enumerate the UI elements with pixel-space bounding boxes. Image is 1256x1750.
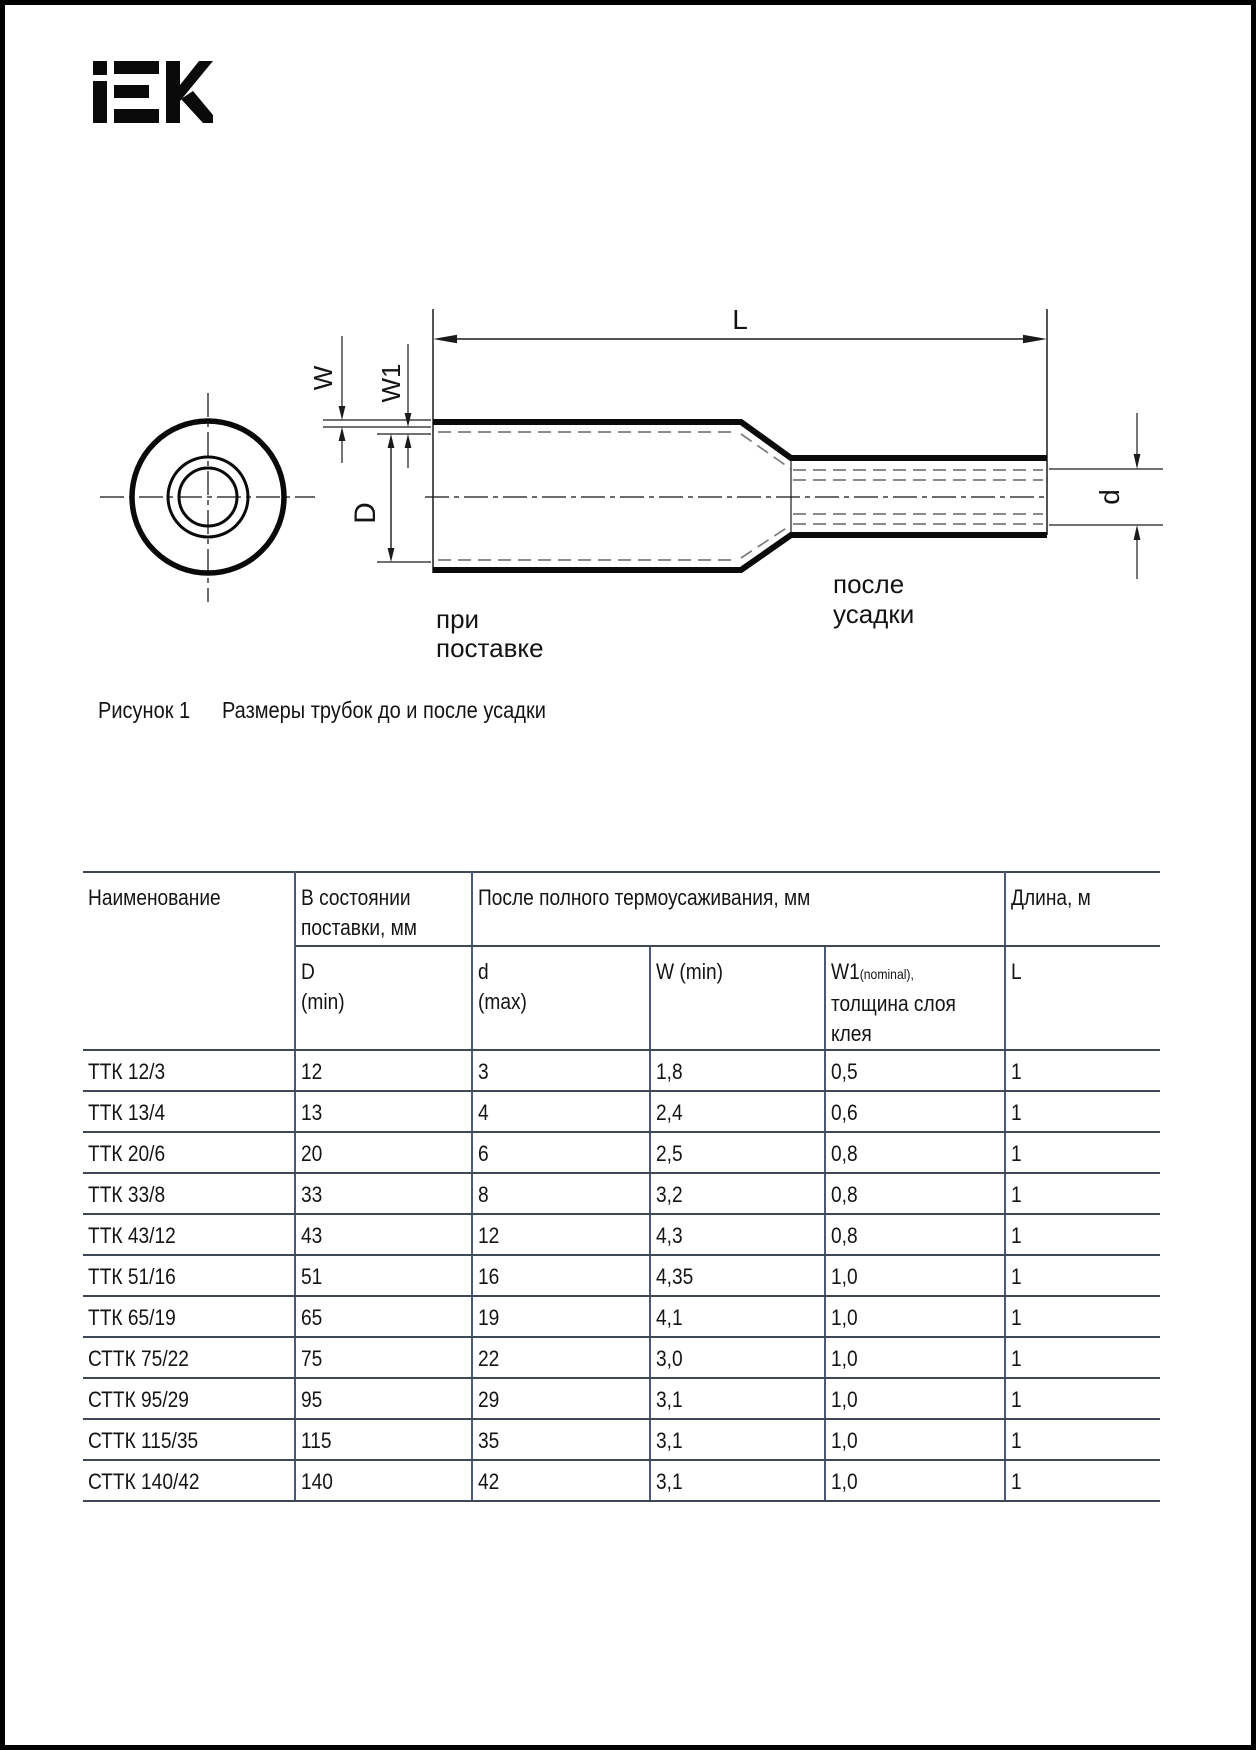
cell-name: ТТК 33/8: [88, 1182, 166, 1207]
tube-bottom-contour: [433, 535, 1047, 570]
table-row: [83, 1173, 1160, 1214]
state-after-line2: усадки: [833, 599, 915, 629]
cell-d-max: 19: [478, 1305, 500, 1330]
cell-d-max: 3: [478, 1059, 489, 1084]
cell-w1: 1,0: [831, 1469, 858, 1494]
cell-d-min: 12: [301, 1059, 323, 1084]
cell-d-min: 75: [301, 1346, 323, 1371]
inner-wall-lines: [438, 432, 1043, 560]
cell-l: 1: [1011, 1100, 1022, 1125]
cell-w1: 0,5: [831, 1059, 858, 1084]
col-header-W1: W1(nominal), толщина слоя клея: [825, 946, 1005, 1050]
table-row: [83, 1132, 1160, 1173]
spec-table-header: [83, 872, 1160, 1050]
label-W1: W1: [376, 363, 406, 403]
cell-d-min: 43: [301, 1223, 323, 1248]
figure-caption-text: Размеры трубок до и после усадки: [221, 697, 546, 723]
cell-d-min: 95: [301, 1387, 323, 1412]
cell-w1: 0,8: [831, 1223, 858, 1248]
cell-name: ТТК 12/3: [88, 1059, 166, 1084]
col-header-delivery: В состоянии поставки, мм: [295, 872, 472, 946]
header-row-1: [83, 872, 1160, 946]
side-view: [425, 309, 1047, 573]
cell-d-min: 13: [301, 1100, 323, 1125]
tube-top-contour: [433, 422, 1047, 458]
spec-table-body: [83, 1050, 1160, 1501]
table-row: [83, 1337, 1160, 1378]
label-d: d: [1094, 489, 1125, 505]
table-row: [83, 1050, 1160, 1091]
cell-d-max: 6: [478, 1141, 489, 1166]
cell-w1: 1,0: [831, 1305, 858, 1330]
state-before-line2: поставке: [436, 633, 544, 663]
cell-w-min: 3,2: [656, 1182, 683, 1207]
cell-name: ТТК 43/12: [88, 1223, 176, 1248]
cell-w1: 1,0: [831, 1387, 858, 1412]
cell-w1: 1,0: [831, 1346, 858, 1371]
cell-d-min: 51: [301, 1264, 323, 1289]
cell-d-max: 22: [478, 1346, 500, 1371]
cell-d-min: 115: [301, 1428, 332, 1453]
col-header-d-max: d (max): [472, 946, 650, 1050]
state-before-line1: при: [436, 604, 480, 634]
label-D: D: [349, 502, 382, 524]
cell-l: 1: [1011, 1346, 1022, 1371]
cell-l: 1: [1011, 1305, 1022, 1330]
cell-w1: 1,0: [831, 1428, 858, 1453]
cell-l: 1: [1011, 1059, 1022, 1084]
col-header-L: L: [1005, 946, 1160, 1050]
table-row: [83, 1091, 1160, 1132]
dimension-W1: [376, 344, 411, 468]
cell-name: ТТК 13/4: [88, 1100, 166, 1125]
table-row: [83, 1214, 1160, 1255]
table-row: [83, 1419, 1160, 1460]
cell-d-max: 16: [478, 1264, 500, 1289]
col-header-W-min: W (min): [650, 946, 825, 1050]
cell-w-min: 4,3: [656, 1223, 683, 1248]
cell-l: 1: [1011, 1223, 1022, 1248]
table-row: [83, 1460, 1160, 1501]
cell-w1: 0,8: [831, 1182, 858, 1207]
dimension-D: [349, 434, 431, 562]
cell-d-max: 8: [478, 1182, 489, 1207]
cell-w1: 1,0: [831, 1264, 858, 1289]
cell-l: 1: [1011, 1141, 1022, 1166]
col-header-length: Длина, м: [1005, 872, 1160, 946]
state-after-line1: после: [833, 569, 905, 599]
cell-name: СТТК 75/22: [88, 1346, 189, 1371]
cell-d-max: 35: [478, 1428, 500, 1453]
cell-w-min: 3,0: [656, 1346, 683, 1371]
cell-d-min: 140: [301, 1469, 333, 1494]
figure-caption-number: Рисунок 1: [98, 697, 191, 723]
cell-d-min: 33: [301, 1182, 323, 1207]
cell-name: СТТК 95/29: [88, 1387, 189, 1412]
dimension-L: [433, 304, 1047, 343]
spec-table: [83, 871, 1160, 1502]
dimension-W: [308, 336, 431, 463]
table-row: [83, 1296, 1160, 1337]
iek-logo: [93, 61, 213, 123]
cell-w-min: 2,5: [656, 1141, 683, 1166]
table-row: [83, 1255, 1160, 1296]
dimension-d: [1049, 413, 1163, 579]
cell-name: ТТК 51/16: [88, 1264, 176, 1289]
cell-d-min: 65: [301, 1305, 323, 1330]
cell-l: 1: [1011, 1469, 1022, 1494]
cell-name: СТТК 115/35: [88, 1428, 199, 1453]
iek-logo-glyphs: [93, 61, 213, 123]
cell-w-min: 4,1: [656, 1305, 683, 1330]
figure-caption: [98, 698, 594, 722]
cell-w1: 0,6: [831, 1100, 858, 1125]
col-header-after-shrink: После полного термоусаживания, мм: [472, 872, 1005, 946]
col-header-D-min: D (min): [295, 946, 472, 1050]
col-header-name: Наименование: [83, 872, 295, 1050]
cell-l: 1: [1011, 1264, 1022, 1289]
cell-name: ТТК 65/19: [88, 1305, 176, 1330]
cell-d-max: 4: [478, 1100, 489, 1125]
cell-l: 1: [1011, 1387, 1022, 1412]
cell-name: ТТК 20/6: [88, 1141, 166, 1166]
cell-name: СТТК 140/42: [88, 1469, 200, 1494]
cell-d-max: 12: [478, 1223, 500, 1248]
cell-w-min: 2,4: [656, 1100, 683, 1125]
figure-drawing: [5, 255, 1256, 670]
cell-w1: 0,8: [831, 1141, 858, 1166]
cell-d-max: 29: [478, 1387, 500, 1412]
cross-section-view: [100, 393, 315, 602]
cell-l: 1: [1011, 1428, 1022, 1453]
cell-w-min: 4,35: [656, 1264, 694, 1289]
cell-l: 1: [1011, 1182, 1022, 1207]
label-L: L: [732, 304, 748, 335]
cell-d-min: 20: [301, 1141, 323, 1166]
cell-w-min: 3,1: [656, 1428, 683, 1453]
table-row: [83, 1378, 1160, 1419]
label-W: W: [308, 365, 338, 391]
cell-w-min: 3,1: [656, 1387, 683, 1412]
cell-w-min: 1,8: [656, 1059, 683, 1084]
cell-d-max: 42: [478, 1469, 500, 1494]
cell-w-min: 3,1: [656, 1469, 683, 1494]
